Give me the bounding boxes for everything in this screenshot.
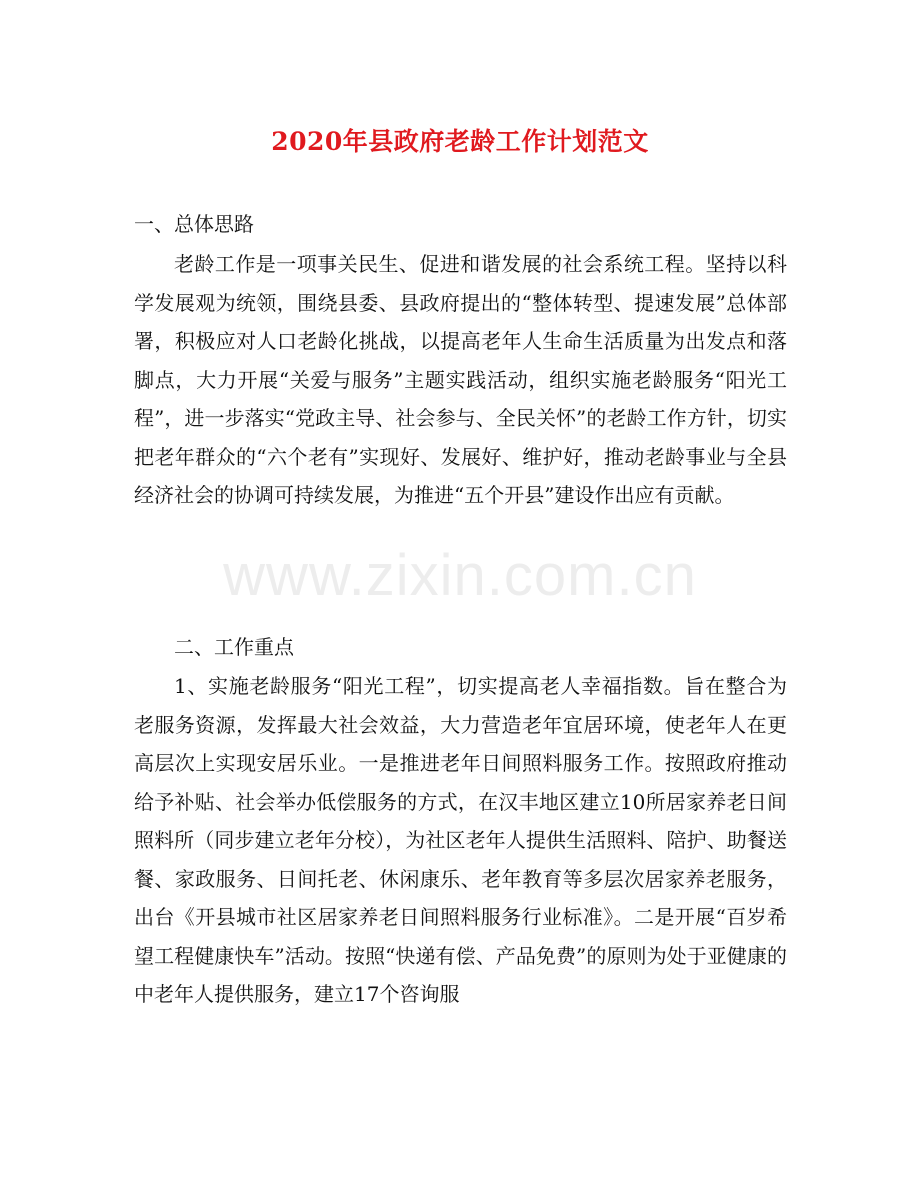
- watermark: www.zixin.com.cn: [223, 543, 697, 608]
- paragraph-overall-thinking: 老龄工作是一项事关民生、促进和谐发展的社会系统工程。坚持以科学发展观为统领，围绕县委、县政府提出的“整体转型、提速发展”总体部署，积极应对人口老龄化挑战，以提高老年人生命生活质量为出发点和落脚点，大力开展“关爱与服务”主题实践活动，组织实施老龄服务“阳光工程”，进一步落实“党政主导、社会参与、全民关怀”的老龄工作方针，切实把老年群众的“六个老有”实现好、发展好、维护好，推动老龄事业与全县经济社会的协调可持续发展，为推进“五个开县”建设作出应有贡献。: [134, 252, 787, 507]
- section-heading-overall: 一、总体思路: [134, 212, 254, 236]
- section-heading-key-work: 二、工作重点: [174, 635, 294, 659]
- document-title: 2020年县政府老龄工作计划范文: [271, 127, 649, 156]
- paragraph-key-work: 1、实施老龄服务“阳光工程”，切实提高老人幸福指数。旨在整合为老服务资源，发挥最大社会效益，大力营造老年宜居环境，使老年人在更高层次上实现安居乐业。一是推进老年日间照料服务工作。按照政府推动给予补贴、社会举办低偿服务的方式，在汉丰地区建立10所居家养老日间照料所（同步建立老年分校），为社区老年人提供生活照料、陪护、助餐送餐、家政服务、日间托老、休闲康乐、老年教育等多层次居家养老服务，出台《开县城市社区居家养老日间照料服务行业标准》。二是开展“百岁希望工程健康快车”活动。按照“快递有偿、产品免费”的原则为处于亚健康的中老年人提供服务，建立17个咨询服: [134, 674, 787, 1006]
